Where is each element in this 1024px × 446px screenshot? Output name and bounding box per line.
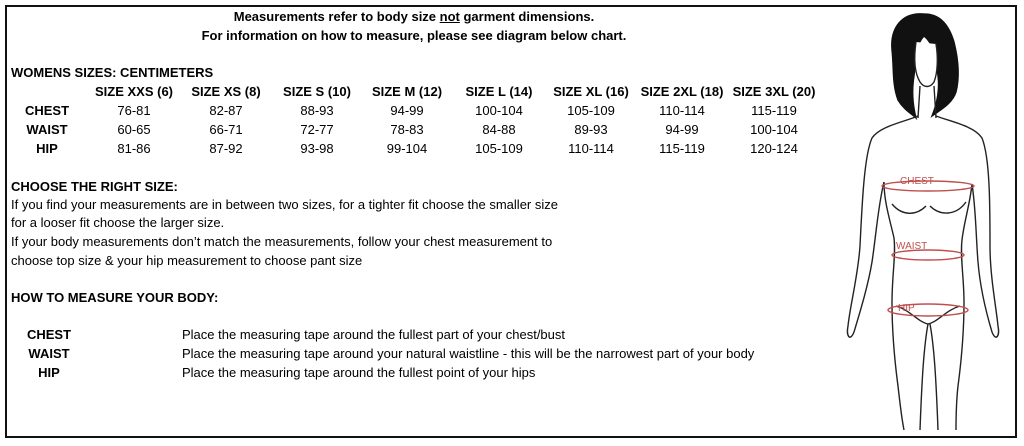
size-column-header: SIZE S (10) [283, 84, 351, 99]
choose-line-3: If your body measurements don’t match the measurements, follow your chest measurement to [11, 234, 553, 249]
size-table-cell: 115-119 [659, 141, 705, 156]
measure-text-waist: Place the measuring tape around your natural waistline - this will be the narrowest part of your body [182, 346, 755, 361]
choose-line-2: for a looser fit choose the larger size. [11, 215, 225, 230]
size-table-cell: 99-104 [386, 141, 428, 156]
table-title: WOMENS SIZES: CENTIMETERS [11, 65, 214, 80]
note-line-1: Measurements refer to body size not garment dimensions. [233, 9, 595, 24]
measure-label-chest: CHEST [26, 327, 72, 342]
figure-label-chest: CHEST [900, 176, 934, 187]
size-table-cell: 110-114 [659, 103, 705, 118]
size-table-cell: 82-87 [209, 103, 243, 118]
measure-label-hip: HIP [38, 365, 60, 380]
measure-text-chest: Place the measuring tape around the fullest part of your chest/bust [182, 327, 566, 342]
figure-label-hip: HIP [898, 303, 915, 314]
note-emphasis: not [439, 9, 460, 24]
size-row-label: CHEST [24, 103, 70, 118]
size-column-header: SIZE M (12) [371, 84, 443, 99]
size-table-cell: 76-81 [117, 103, 151, 118]
size-column-header: SIZE XL (16) [553, 84, 629, 99]
size-table-cell: 120-124 [750, 141, 798, 156]
size-table-cell: 105-109 [567, 103, 615, 118]
size-table-cell: 93-98 [300, 141, 334, 156]
size-table-cell: 100-104 [475, 103, 523, 118]
measure-text-hip: Place the measuring tape around the fullest point of your hips [182, 365, 536, 380]
size-table-cell: 100-104 [750, 122, 798, 137]
size-column-header: SIZE 2XL (18) [640, 84, 724, 99]
measure-label-waist: WAIST [28, 346, 70, 361]
measure-title: HOW TO MEASURE YOUR BODY: [11, 290, 219, 305]
size-column-header: SIZE 3XL (20) [732, 84, 816, 99]
body-measurement-diagram [832, 6, 1012, 436]
size-table-cell: 81-86 [117, 141, 151, 156]
size-table-cell: 88-93 [300, 103, 334, 118]
size-table-cell: 66-71 [209, 122, 243, 137]
size-table-cell: 89-93 [574, 122, 608, 137]
choose-title: CHOOSE THE RIGHT SIZE: [11, 179, 178, 194]
size-table-cell: 87-92 [209, 141, 243, 156]
size-column-header: SIZE XS (8) [191, 84, 261, 99]
size-row-label: WAIST [26, 122, 68, 137]
size-table-cell: 94-99 [390, 103, 424, 118]
size-table-cell: 60-65 [117, 122, 151, 137]
figure-label-waist: WAIST [896, 241, 928, 252]
note-line-2: For information on how to measure, please see diagram below chart. [201, 28, 627, 43]
size-table-cell: 78-83 [390, 122, 424, 137]
size-table-cell: 72-77 [300, 122, 334, 137]
size-table-cell: 84-88 [482, 122, 516, 137]
size-table-cell: 94-99 [665, 122, 699, 137]
size-table-cell: 115-119 [751, 103, 797, 118]
size-table-cell: 110-114 [568, 141, 614, 156]
size-column-header: SIZE XXS (6) [94, 84, 174, 99]
choose-line-4: choose top size & your hip measurement to choose pant size [11, 253, 363, 268]
size-table-cell: 105-109 [475, 141, 523, 156]
size-column-header: SIZE L (14) [465, 84, 533, 99]
size-row-label: HIP [36, 141, 58, 156]
choose-line-1: If you find your measurements are in between two sizes, for a tighter fit choose the smaller size [11, 197, 558, 212]
